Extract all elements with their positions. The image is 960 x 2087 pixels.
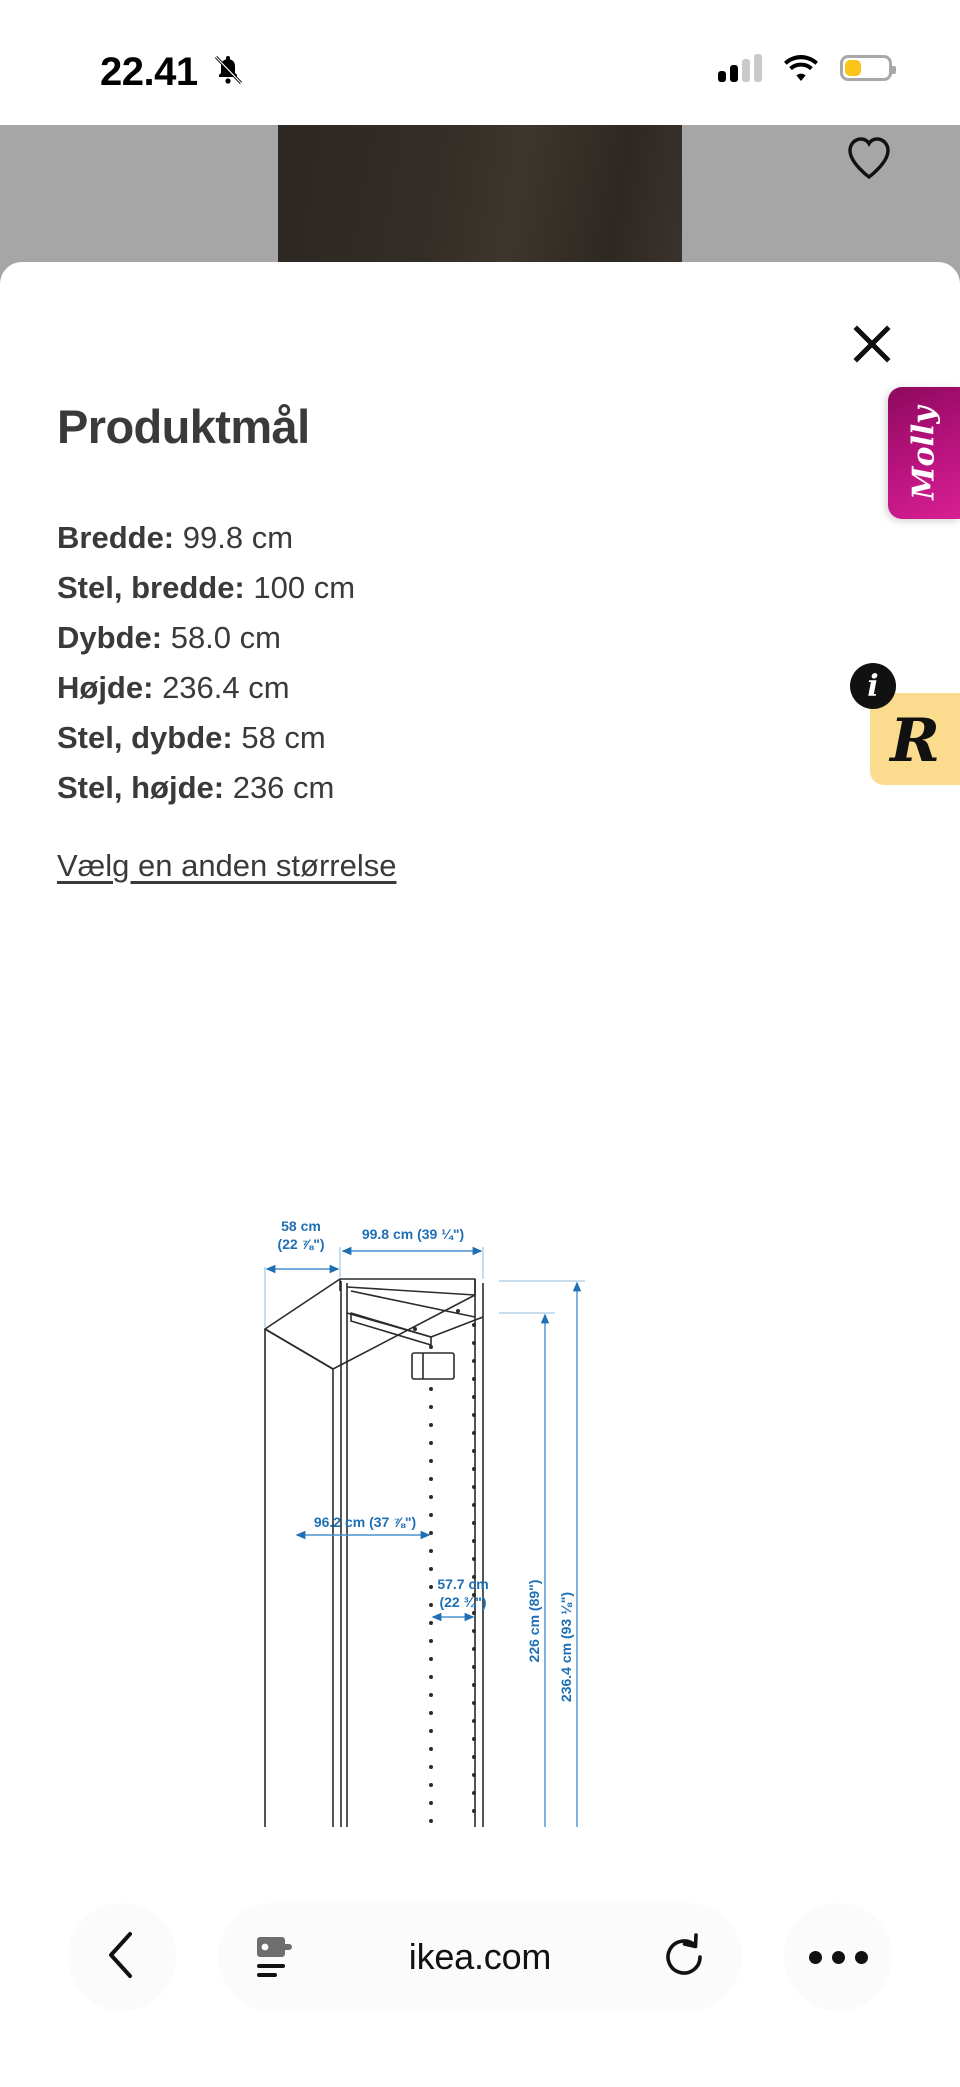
cellular-signal-icon: [718, 54, 762, 82]
battery-low-power-icon: [840, 55, 892, 81]
product-hero-image: [278, 125, 682, 285]
list-item: [57, 513, 657, 563]
dim-inner-width: 96.2 cm (37 ⅞"): [313, 1514, 417, 1530]
dim-width-top: 99.8 cm (39 ¼"): [361, 1226, 465, 1242]
spec-label: Højde:: [57, 670, 154, 705]
dim-total-height: 236.4 cm (93 ⅛"): [558, 1591, 574, 1703]
list-item: [57, 613, 657, 663]
status-bar-clock: 22.41: [100, 50, 198, 94]
info-icon[interactable]: i: [850, 663, 896, 709]
page-title: Produktmål: [57, 400, 310, 453]
product-measurements-sheet: [0, 262, 960, 2087]
bell-muted-icon: [210, 52, 246, 88]
spec-label: Stel, dybde:: [57, 720, 233, 755]
url-text: ikea.com: [408, 1936, 552, 1977]
spec-value: 58 cm: [241, 720, 326, 755]
spec-value: 100 cm: [253, 570, 356, 605]
spec-value: 236 cm: [232, 770, 335, 805]
spec-label: Bredde:: [57, 520, 175, 555]
choose-another-size-link[interactable]: Vælg en anden størrelse: [57, 848, 397, 883]
recommendation-widget[interactable]: [870, 693, 960, 785]
dim-frame-height: 226 cm (89"): [526, 1579, 542, 1663]
spec-value: 99.8 cm: [182, 520, 294, 555]
heart-outline-icon[interactable]: [846, 135, 892, 181]
spec-value: 58.0 cm: [170, 620, 281, 655]
dim-inner-depth: 57.7 cm: [437, 1576, 489, 1592]
r-logo-icon: R: [890, 705, 940, 776]
spec-label: Stel, bredde:: [57, 570, 245, 605]
dim-inner-depth-inches: (22 ¾"): [439, 1594, 487, 1610]
list-item: [57, 713, 657, 763]
page-background: [0, 125, 960, 285]
reader-mode-icon[interactable]: [252, 1931, 304, 1983]
wifi-icon: [784, 55, 818, 81]
spec-label: Stel, højde:: [57, 770, 225, 805]
close-icon[interactable]: [848, 320, 896, 368]
reload-icon[interactable]: [660, 1933, 708, 1981]
url-bar[interactable]: [218, 1903, 742, 2011]
chevron-left-icon: [102, 1929, 142, 1986]
molly-tab-label: Molly: [906, 406, 942, 500]
spec-label: Dybde:: [57, 620, 163, 655]
measurements-list: [57, 513, 657, 813]
more-menu-button[interactable]: [784, 1903, 892, 2011]
browser-toolbar: [0, 1827, 960, 2087]
status-bar-indicators: [718, 54, 892, 82]
back-button[interactable]: [68, 1903, 176, 2011]
dim-depth-top-inches: (22 ⅞"): [277, 1236, 325, 1252]
molly-chat-tab[interactable]: [888, 387, 960, 519]
list-item: [57, 663, 657, 713]
more-horizontal-icon: [809, 1951, 868, 1964]
list-item: [57, 563, 657, 613]
dim-depth-top: 58 cm: [281, 1218, 321, 1234]
spec-value: 236.4 cm: [162, 670, 290, 705]
status-bar: [0, 0, 960, 125]
list-item: [57, 763, 657, 813]
